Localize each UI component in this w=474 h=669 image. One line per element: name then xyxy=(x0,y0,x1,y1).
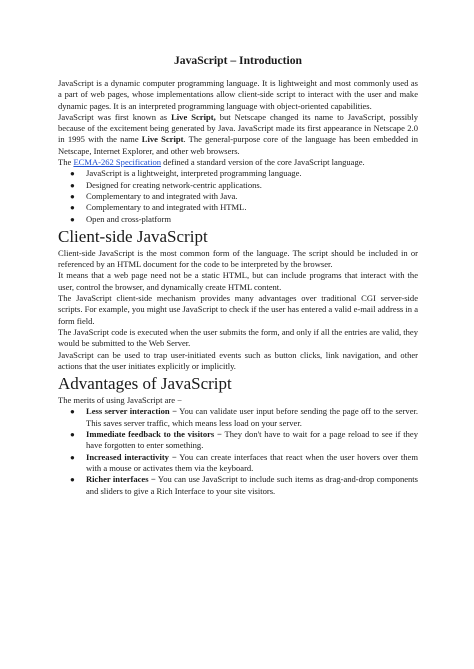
list-item xyxy=(58,202,418,213)
advantage-text: They don't have to wait for a page reload to see if they have forgotten to enter something. xyxy=(86,429,418,451)
list-item-text: JavaScript is a lightweight, interpreted programming language. xyxy=(86,168,302,179)
bullet-icon: ● xyxy=(70,214,75,224)
live-script-bold-1: Live Script, xyxy=(171,111,216,122)
page-title: JavaScript – Introduction xyxy=(174,54,302,67)
advantage-term: Less server interaction − xyxy=(86,406,177,417)
advantages-section xyxy=(58,374,418,497)
advantages-list xyxy=(58,406,418,496)
bullet-icon: ● xyxy=(70,203,75,213)
list-item xyxy=(58,180,418,191)
list-item xyxy=(58,452,418,475)
advantage-term: Immediate feedback to the visitors − xyxy=(86,429,222,440)
client-side-paragraph-4: The JavaScript code is executed when the user submits the form, and only if all the entries are valid, they would be submitted to the Web Server. xyxy=(58,326,418,349)
list-item xyxy=(58,406,418,429)
bullet-icon: ● xyxy=(70,430,75,440)
advantages-lead: The merits of using JavaScript are − xyxy=(58,395,182,406)
list-item xyxy=(58,191,418,202)
feature-list xyxy=(58,168,418,224)
intro-p2-text-c: but Netscape changed its name to JavaScript, possibly because of the excitement being generated by Java. JavaScript made its first appearance in Netscape 2.0 in 1995 with the name xyxy=(58,111,418,145)
bullet-icon: ● xyxy=(70,169,75,179)
bullet-icon: ● xyxy=(70,475,75,485)
list-item xyxy=(58,429,418,452)
intro-p2-text-a: JavaScript was first known as xyxy=(58,111,172,122)
advantage-text: You can create interfaces that react when the user hovers over them with a mouse or activates them via the keyboard. xyxy=(86,451,418,473)
intro-p2-text-e: . The general-purpose core of the language has been embedded in Netscape, Internet Explorer, and other web browsers. xyxy=(58,134,418,156)
bullet-icon: ● xyxy=(70,191,75,201)
list-item xyxy=(58,214,418,225)
client-side-paragraph-2: It means that a web page need not be a static HTML, but can include programs that interact with the user, control the browser, and dynamically create HTML content. xyxy=(58,270,418,292)
ecma-spec-link[interactable]: ECMA-262 Specification xyxy=(73,157,162,168)
client-side-section xyxy=(58,227,418,372)
list-item-text: Open and cross-platform xyxy=(86,213,171,224)
client-side-paragraph-1: Client-side JavaScript is the most common form of the language. The script should be included in or referenced by an HTML document for the code to be interpreted by the browser. xyxy=(58,247,418,270)
list-item xyxy=(58,474,418,497)
advantages-heading: Advantages of JavaScript xyxy=(58,374,232,394)
list-item-text: Complementary to and integrated with Java. xyxy=(86,190,238,201)
advantage-term: Richer interfaces − xyxy=(86,474,156,485)
bullet-icon: ● xyxy=(70,452,75,462)
list-item-text: Complementary to and integrated with HTML. xyxy=(86,202,247,213)
client-side-heading: Client-side JavaScript xyxy=(58,226,208,246)
advantage-term: Increased interactivity − xyxy=(86,451,177,462)
list-item xyxy=(58,168,418,179)
list-item-text: Designed for creating network-centric applications. xyxy=(86,179,262,190)
advantage-text: You can validate user input before sending the page off to the server. This saves server traffic, which means less load on your server. xyxy=(86,406,419,428)
bullet-icon: ● xyxy=(70,407,75,417)
intro-paragraph-3 xyxy=(58,157,418,168)
live-script-bold-2: Live Script xyxy=(141,134,184,145)
intro-p3-text-a: The xyxy=(58,157,74,168)
intro-paragraph-1: JavaScript is a dynamic computer programming language. It is lightweight and most commonly used as a part of web pages, whose implementations allow client-side script to interact with the user and make dynamic pages. It is an interpreted programming language with object-oriented capabilities. xyxy=(58,78,418,111)
advantage-text: You can use JavaScript to include such items as drag-and-drop components and sliders to give a Rich Interface to your site visitors. xyxy=(86,474,419,496)
client-side-paragraph-3: The JavaScript client-side mechanism provides many advantages over traditional CGI server-side scripts. For example, you might use JavaScript to check if the user has entered a valid e-mail address in a form field. xyxy=(58,293,418,326)
intro-section xyxy=(58,78,418,225)
intro-p3-text-b: defined a standard version of the core JavaScript language. xyxy=(161,157,365,168)
bullet-icon: ● xyxy=(70,180,75,190)
client-side-paragraph-5: JavaScript can be used to trap user-initiated events such as button clicks, link navigation, and other actions that the user initiates explicitly or implicitly. xyxy=(58,349,418,371)
intro-paragraph-2 xyxy=(58,112,418,157)
